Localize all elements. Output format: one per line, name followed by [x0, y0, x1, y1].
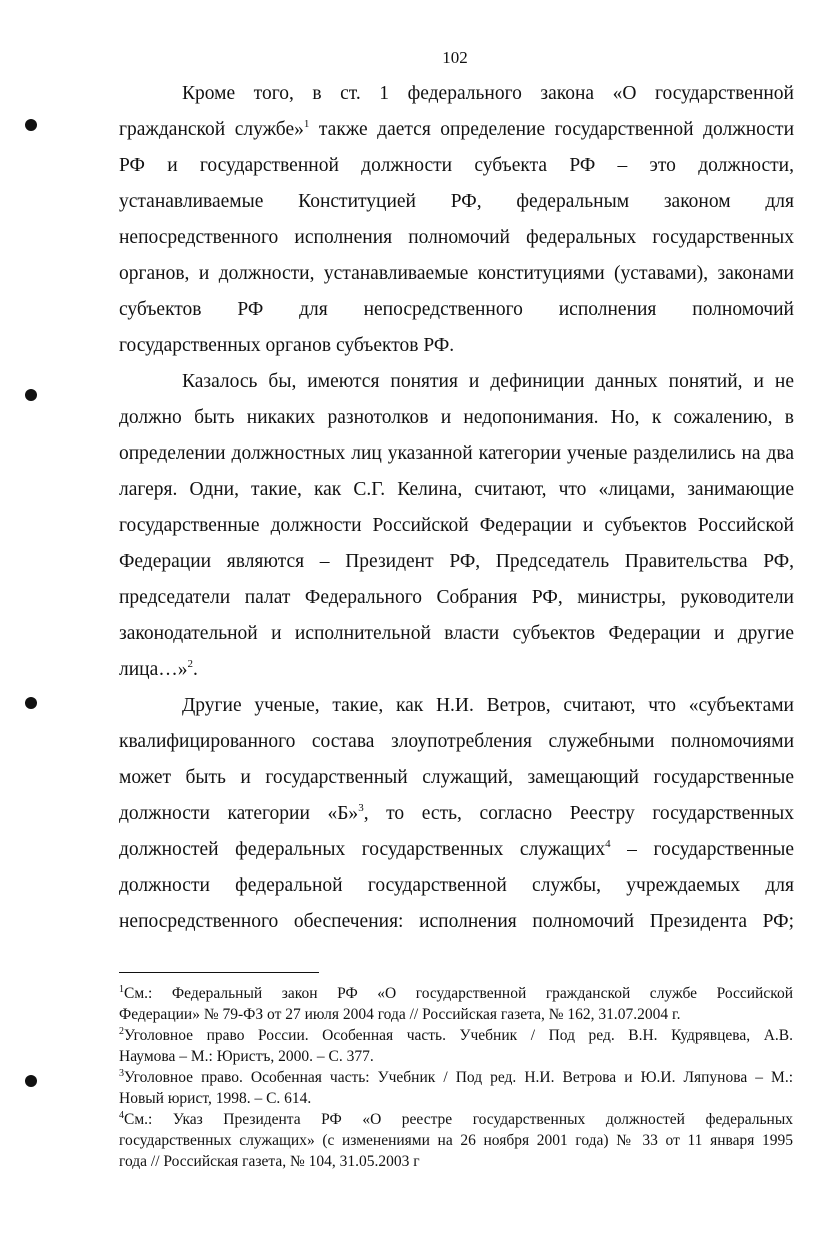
text-line: председатели палат Федерального Собрания РФ, министры, руководители [119, 587, 794, 608]
footnote-ref: 2 [187, 658, 194, 670]
footnote-line: $^2$Уголовное право России. Особенная часть. Учебник / Под ред. В.Н. Кудрявцева, А.В. [119, 1026, 793, 1044]
footnote-line: года // Российская газета, № 104, 31.05.2003 г [119, 1153, 420, 1170]
footnotes [119, 983, 793, 1172]
text-line: государственные должности Российской Федерации и субъектов Российской [119, 515, 794, 536]
text-line: органов, и должности, устанавливаемые конституциями (уставами), законами [119, 263, 794, 284]
footnote-line: $^4$См.: Указ Президента РФ «О реестре государственных должностей федеральных [119, 1110, 793, 1128]
footnote-line: Федерации» № 79-ФЗ от 27 июля 2004 года // Российская газета, № 162, 31.07.2004 г. [119, 1006, 681, 1023]
footnote-line: $^1$См.: Федеральный закон РФ «О государственной гражданской службе Российской [119, 984, 793, 1002]
footnote-ref: 1 [303, 118, 310, 130]
text-line: Другие ученые, такие, как Н.И. Ветров, считают, что «субъектами [182, 695, 794, 716]
text-line: гражданской службе»$^1$ также дается определение государственной должности [119, 118, 795, 140]
binding-hole-mark [25, 1075, 37, 1087]
text-line: непосредственного исполнения полномочий федеральных государственных [119, 227, 794, 248]
binding-hole-mark [25, 119, 37, 131]
text-line: Федерации являются – Президент РФ, Председатель Правительства РФ, [119, 551, 794, 572]
text-line: лица…»$^2$. [119, 658, 198, 680]
text-line: должности федеральной государственной службы, учреждаемых для [119, 875, 794, 896]
page-number: 102 [442, 48, 468, 67]
binding-hole-mark [25, 697, 37, 709]
text-line: лагеря. Одни, такие, как С.Г. Келина, считают, что «лицами, занимающие [119, 479, 794, 500]
footnote-separator [119, 972, 319, 973]
footnote-number: 1 [119, 984, 124, 995]
text-line: должности категории «Б»$^3$, то есть, согласно Реестру государственных [119, 802, 794, 824]
text-line: государственных органов субъектов РФ. [119, 335, 455, 356]
text-line: непосредственного обеспечения: исполнения полномочий Президента РФ; [119, 911, 794, 932]
footnote-number: 4 [119, 1110, 124, 1121]
text-line: РФ и государственной должности субъекта РФ – это должности, [119, 155, 794, 176]
footnote-line: Новый юрист, 1998. – С. 614. [119, 1090, 312, 1107]
main-text [119, 76, 794, 940]
footnote-number: 3 [119, 1068, 124, 1079]
text-line: должностей федеральных государственных служащих$^4$ – государственные [119, 838, 794, 860]
footnote-line: государственных служащих» (с изменениями на 26 ноября 2001 года) № 33 от 11 января 1995 [119, 1132, 793, 1149]
footnote-ref: 3 [358, 802, 364, 814]
text-line: субъектов РФ для непосредственного исполнения полномочий [119, 299, 794, 320]
text-line: определении должностных лиц указанной категории ученые разделились на два [119, 443, 794, 464]
footnote-line: $^3$Уголовное право. Особенная часть: Учебник / Под ред. Н.И. Ветрова и Ю.И. Ляпунова – М.: [119, 1068, 793, 1086]
footnote-number: 2 [119, 1026, 124, 1037]
text-line: Казалось бы, имеются понятия и дефиниции данных понятий, и не [182, 371, 794, 392]
text-line: может быть и государственный служащий, замещающий государственные [119, 767, 794, 788]
text-line: законодательной и исполнительной власти субъектов Федерации и другие [119, 623, 794, 644]
binding-hole-mark [25, 389, 37, 401]
text-line: должно быть никаких разнотолков и недопонимания. Но, к сожалению, в [119, 407, 794, 428]
footnote-line: Наумова – М.: Юристъ, 2000. – С. 377. [119, 1048, 374, 1065]
text-line: Кроме того, в ст. 1 федерального закона «О государственной [182, 83, 794, 104]
text-line: квалифицированного состава злоупотребления служебными полномочиями [119, 731, 794, 752]
text-line: устанавливаемые Конституцией РФ, федеральным законом для [119, 191, 794, 212]
footnote-ref: 4 [605, 838, 611, 850]
